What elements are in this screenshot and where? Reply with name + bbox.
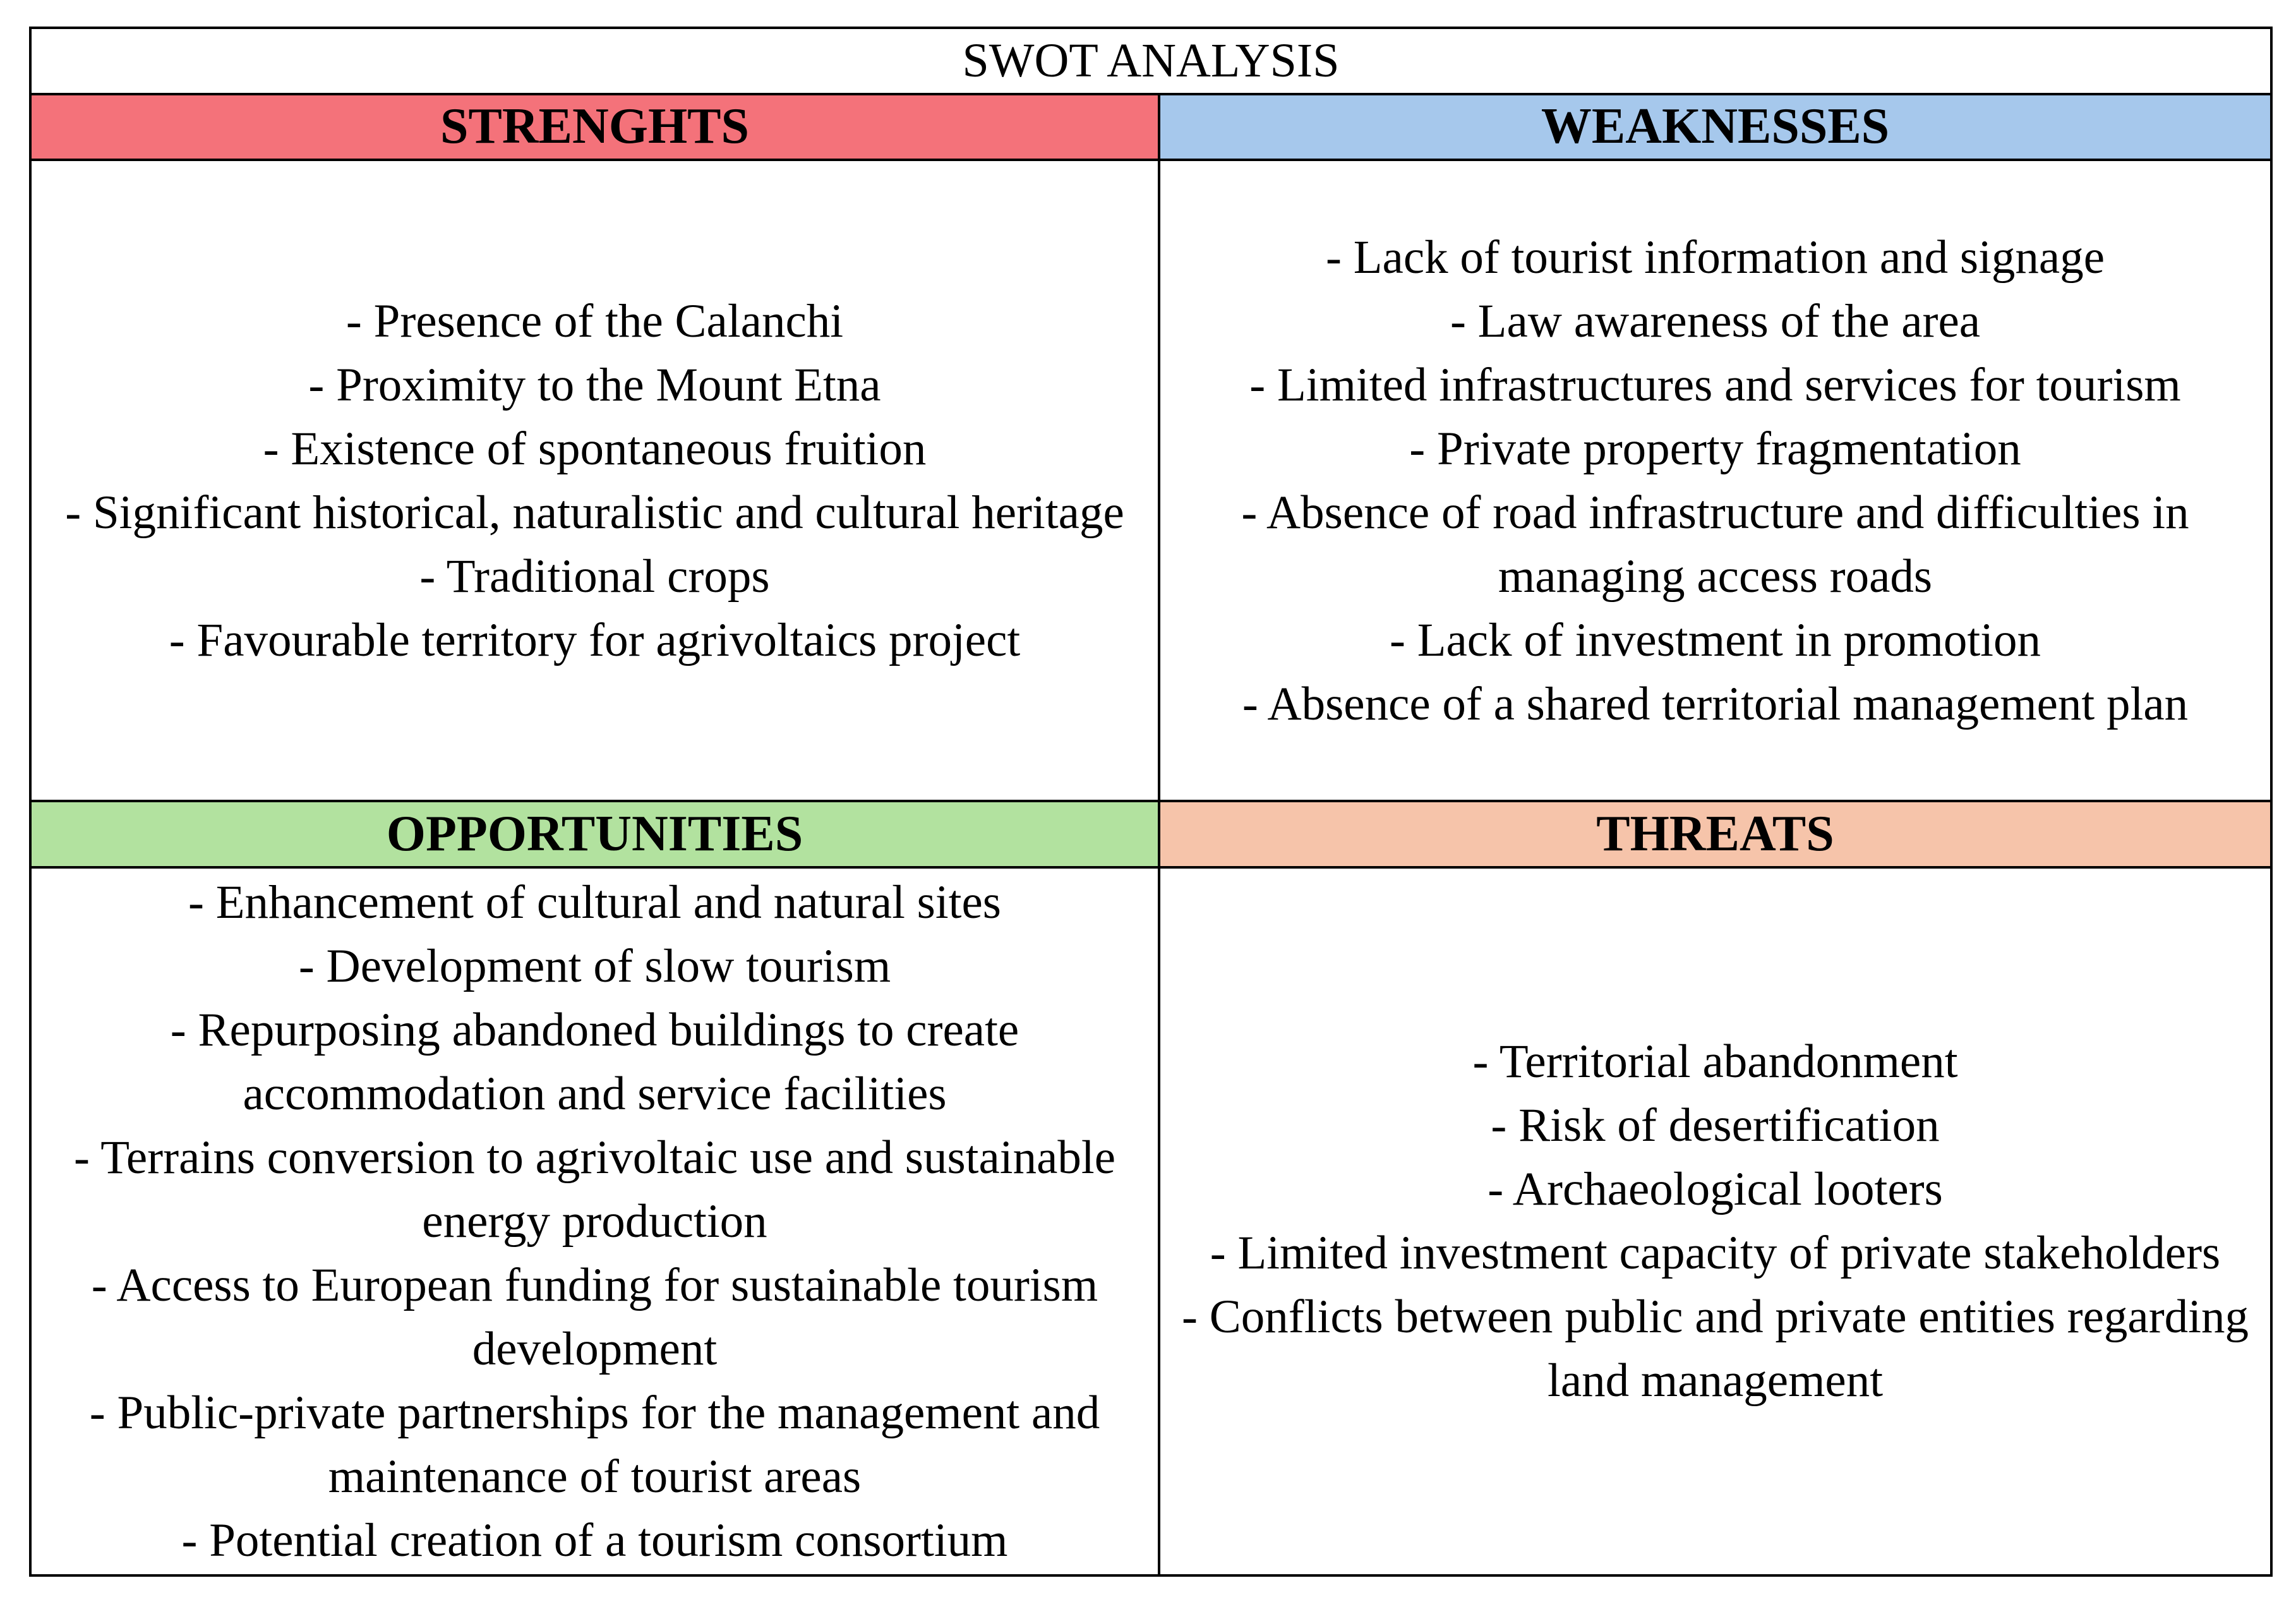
upper-header-row [30, 94, 2271, 160]
list-item: - Lack of tourist information and signage [1326, 231, 2105, 284]
weaknesses-list [1159, 160, 2271, 801]
list-item: - Significant historical, naturalistic and cultural heritage [65, 486, 1124, 539]
strengths-list [30, 160, 1159, 801]
list-item: - Favourable territory for agrivoltaics project [169, 613, 1021, 666]
list-item: - Lack of investment in promotion [1389, 613, 2041, 666]
list-item: - Existence of spontaneous fruition [263, 422, 927, 475]
list-item: - Public-private partnerships for the management and maintenance of tourist areas [89, 1386, 1100, 1503]
upper-body-row [30, 160, 2271, 801]
threats-heading: THREATS [1159, 801, 2271, 867]
list-item: - Risk of desertification [1491, 1099, 1940, 1152]
list-item: - Traditional crops [419, 550, 770, 603]
lower-body-row [30, 867, 2271, 1575]
table-title: SWOT ANALYSIS [30, 28, 2271, 94]
opportunities-heading: OPPORTUNITIES [30, 801, 1159, 867]
list-item: - Terrains conversion to agrivoltaic use and sustainable energy production [73, 1131, 1116, 1248]
list-item: - Limited infrastructures and services for tourism [1249, 358, 2181, 411]
list-item: - Access to European funding for sustainable tourism development [91, 1258, 1098, 1375]
title-row [30, 28, 2271, 94]
list-item: - Enhancement of cultural and natural sites [188, 876, 1001, 929]
list-item: - Absence of road infrastructure and difficulties in managing access roads [1241, 486, 2189, 603]
threats-list [1159, 867, 2271, 1575]
list-item: - Presence of the Calanchi [346, 294, 844, 347]
list-item: - Potential creation of a tourism consortium [181, 1514, 1008, 1567]
list-item: - Limited investment capacity of private stakeholders [1210, 1227, 2221, 1280]
list-item: - Development of slow tourism [298, 939, 891, 992]
list-item: - Territorial abandonment [1472, 1035, 1958, 1088]
weaknesses-heading: WEAKNESSES [1159, 94, 2271, 160]
list-item: - Archaeological looters [1488, 1163, 1943, 1216]
lower-header-row [30, 801, 2271, 867]
strengths-heading: STRENGHTS [30, 94, 1159, 160]
list-item: - Proximity to the Mount Etna [308, 358, 881, 411]
list-item: - Repurposing abandoned buildings to create accommodation and service facilities [170, 1003, 1019, 1120]
list-item: - Private property fragmentation [1409, 422, 2021, 475]
list-item: - Law awareness of the area [1450, 294, 1981, 347]
list-item: - Conflicts between public and private entities regarding land management [1181, 1291, 2249, 1407]
opportunities-list [30, 867, 1159, 1575]
swot-table [29, 27, 2273, 1577]
list-item: - Absence of a shared territorial management plan [1242, 677, 2189, 730]
